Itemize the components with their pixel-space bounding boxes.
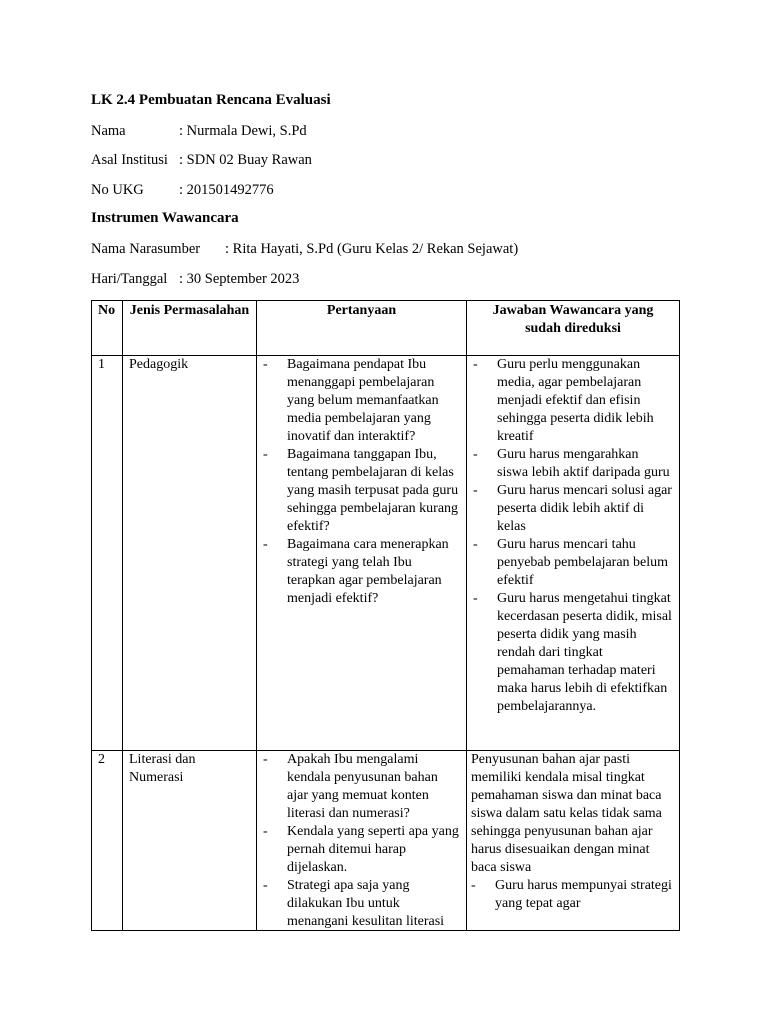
field-tanggal <box>91 271 299 288</box>
list-item: - Strategi apa saja yang dilakukan Ibu untuk menangani kesulitan literasi <box>263 877 460 929</box>
header-jenis: Jenis Permasalahan <box>123 301 257 356</box>
field-narasumber <box>91 241 518 258</box>
row-pertanyaan <box>257 356 467 751</box>
list-item: - Guru perlu menggunakan media, agar pembelajaran menjadi efektif dan efisin sehingga peserta didik lebih kreatif <box>473 356 673 446</box>
header-jawaban: Jawaban Wawancara yang sudah direduksi <box>467 301 680 356</box>
field-value: : Rita Hayati, S.Pd (Guru Kelas 2/ Rekan Sejawat) <box>225 241 519 257</box>
section-heading: Instrumen Wawancara <box>91 210 239 226</box>
row-number: 1 <box>92 356 123 751</box>
table-row <box>92 751 680 931</box>
row-number: 2 <box>92 751 123 931</box>
document-title: LK 2.4 Pembuatan Rencana Evaluasi <box>91 92 331 108</box>
field-label: No UKG <box>91 182 144 198</box>
list-item: - Bagaimana cara menerapkan strategi yang telah Ibu terapkan agar pembelajaran menjadi efektif? <box>263 536 460 608</box>
table-row <box>92 356 680 751</box>
list-item: - Apakah Ibu mengalami kendala penyusunan bahan ajar yang memuat konten literasi dan numerasi? <box>263 751 460 823</box>
row-jenis: Pedagogik <box>123 356 257 751</box>
header-pertanyaan: Pertanyaan <box>257 301 467 356</box>
field-value: : 30 September 2023 <box>179 271 300 287</box>
list-item: - Guru harus mencari solusi agar peserta didik lebih aktif di kelas <box>473 482 673 536</box>
interview-table <box>91 300 680 931</box>
list-item: - Guru harus mempunyai strategi yang tepat agar <box>471 877 673 913</box>
field-label: Nama <box>91 123 126 139</box>
answer-intro: Penyusunan bahan ajar pasti memiliki kendala misal tingkat pemahaman siswa dan minat baca siswa dalam satu kelas tidak sama sehingga penyusunan bahan ajar harus disesuaikan dengan minat baca siswa <box>471 752 662 875</box>
field-value: : 201501492776 <box>179 182 274 198</box>
row-pertanyaan <box>257 751 467 931</box>
row-jawaban <box>467 751 680 931</box>
list-item: - Bagaimana tanggapan Ibu, tentang pembelajaran di kelas yang masih terpusat pada guru sehingga pembelajaran kurang efektif? <box>263 446 460 536</box>
list-item: - Guru harus mengetahui tingkat kecerdasan peserta didik, misal peserta didik yang masih rendah dari tingkat pemahaman terhadap materi maka harus lebih di efektifkan pembelajarannya. <box>473 590 673 716</box>
answer-list <box>471 877 673 913</box>
field-asal-institusi <box>91 152 312 169</box>
list-item: - Kendala yang seperti apa yang pernah ditemui harap dijelaskan. <box>263 823 460 877</box>
field-value: : Nurmala Dewi, S.Pd <box>179 123 307 139</box>
field-label: Nama Narasumber <box>91 241 201 257</box>
field-label: Hari/Tanggal <box>91 271 168 287</box>
question-list <box>263 356 460 608</box>
table-header-row <box>92 301 680 356</box>
field-nama <box>91 123 307 140</box>
row-jawaban <box>467 356 680 751</box>
list-item: - Guru harus mengarahkan siswa lebih aktif daripada guru <box>473 446 673 482</box>
field-value: : SDN 02 Buay Rawan <box>179 152 312 168</box>
header-no: No <box>92 301 123 356</box>
list-item: - Guru harus mencari tahu penyebab pembelajaran belum efektif <box>473 536 673 590</box>
list-item: - Bagaimana pendapat Ibu menanggapi pembelajaran yang belum memanfaatkan media pembelajaran yang inovatif dan interaktif? <box>263 356 460 446</box>
field-no-ukg <box>91 182 274 199</box>
question-list <box>263 751 460 929</box>
field-label: Asal Institusi <box>91 152 168 168</box>
row-jenis: Literasi dan Numerasi <box>123 751 257 931</box>
answer-list <box>473 356 673 716</box>
